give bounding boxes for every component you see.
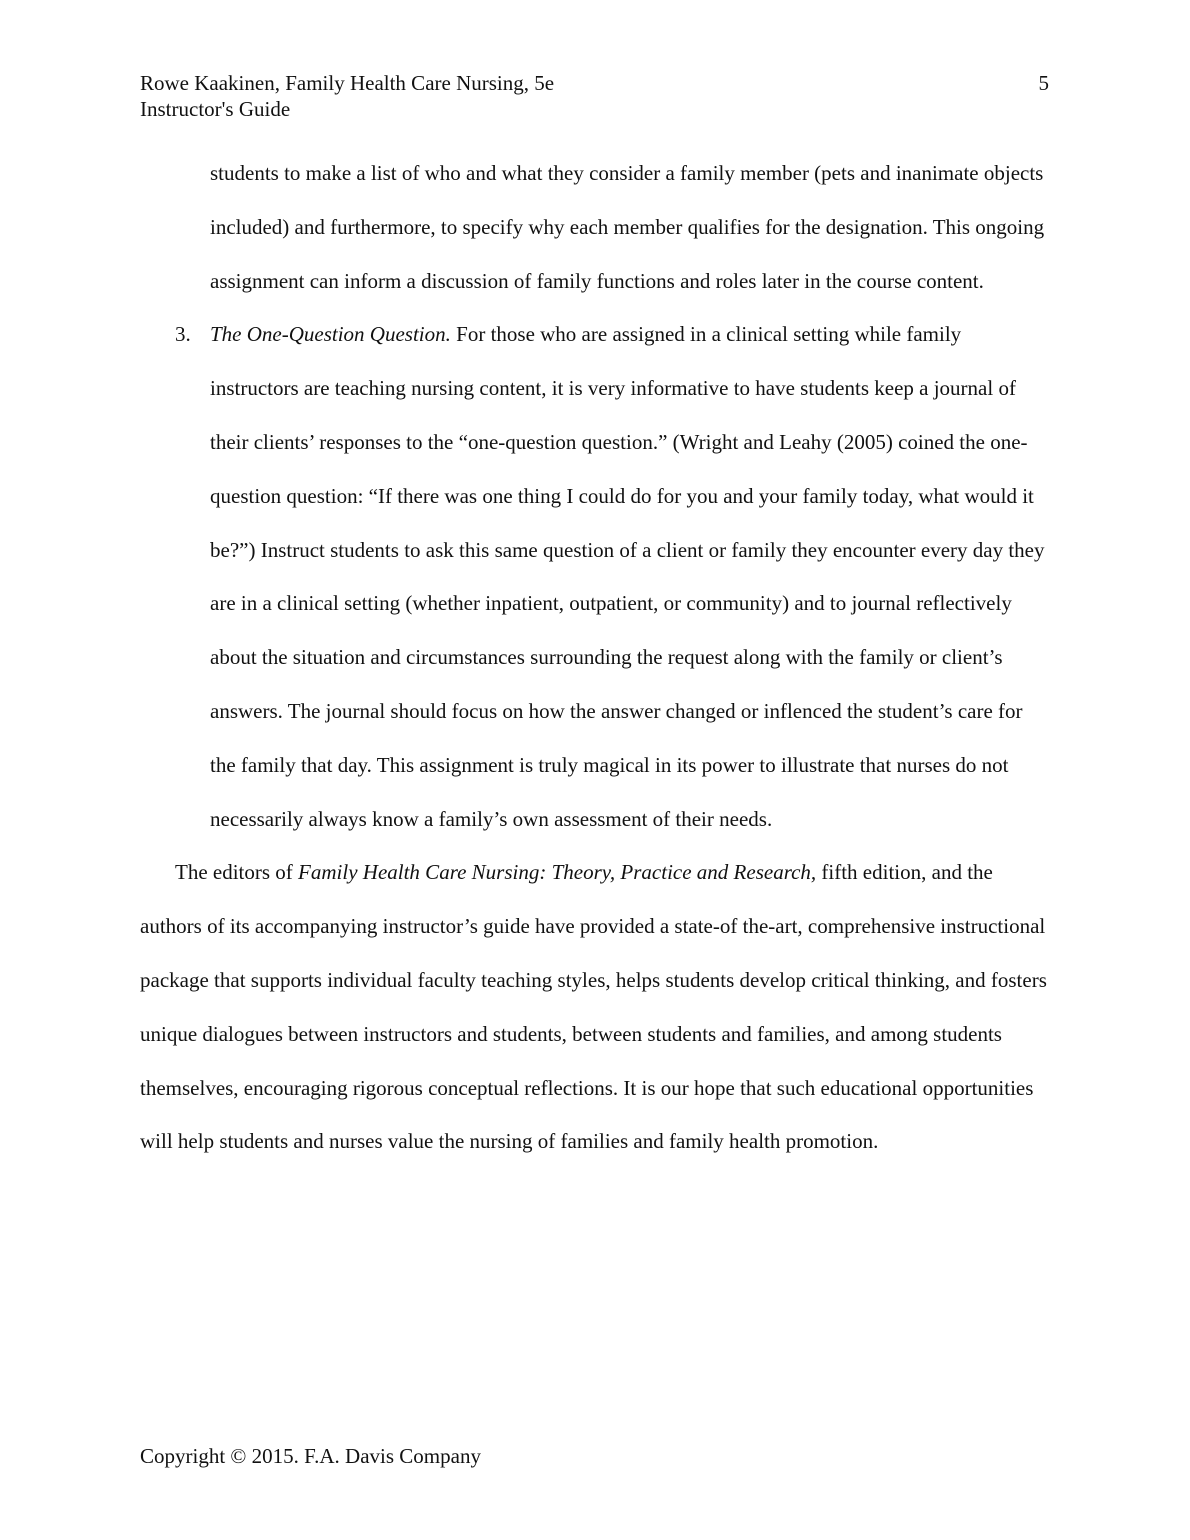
list-item-body <box>210 322 1045 830</box>
header-book-title: Rowe Kaakinen, Family Health Care Nursing, 5e <box>140 71 555 95</box>
header-guide-title: Instructor's Guide <box>140 97 291 121</box>
closing-lead: The editors of <box>175 860 299 885</box>
closing-paragraph <box>140 846 1052 1169</box>
list-item-3 <box>175 308 1052 846</box>
continued-paragraph: students to make a list of who and what they consider a family member (pets and inanimate objects included) and furthermore, to specify why each member qualifies for the designation. This ongoing assignment can inform a discussion of family functions and roles later in the course content. <box>210 161 1045 293</box>
body-text <box>140 147 1052 1169</box>
copyright-footer: Copyright © 2015. F.A. Davis Company <box>140 1444 481 1468</box>
list-item-title: The One-Question Question. <box>210 322 451 347</box>
closing-rest: fifth edition, and the authors of its accompanying instructor’s guide have provided a state-of the-art, comprehensive instructional package that supports individual faculty teaching styles, helps students develop critical thinking, and fosters unique dialogues between instructors and students, between students and families, and among students themselves, encouraging rigorous conceptual reflections. It is our hope that such educational opportunities will help students and nurses value the nursing of families and family health promotion. <box>140 860 1047 1154</box>
running-header <box>140 70 554 122</box>
page-number: 5 <box>1038 71 1049 95</box>
list-item-number: 3. <box>175 322 191 347</box>
list-item-text: For those who are assigned in a clinical setting while family instructors are teaching nursing content, it is very informative to have students keep a journal of their clients’ responses to the “one-question question.” (Wright and Leahy (2005) coined the one-question question: “If there was one thing I could do for you and your family today, what would it be?”) Instruct students to ask this same question of a client or family they encounter every day they are in a clinical setting (whether inpatient, outpatient, or community) and to journal reflectively about the situation and circumstances surrounding the request along with the family or client’s answers. The journal should focus on how the answer changed or inflenced the student’s care for the family that day. This assignment is truly magical in its power to illustrate that nurses do not necessarily always know a family’s own assessment of their needs. <box>210 322 1045 831</box>
closing-book-title: Family Health Care Nursing: Theory, Practice and Research, <box>298 860 817 885</box>
